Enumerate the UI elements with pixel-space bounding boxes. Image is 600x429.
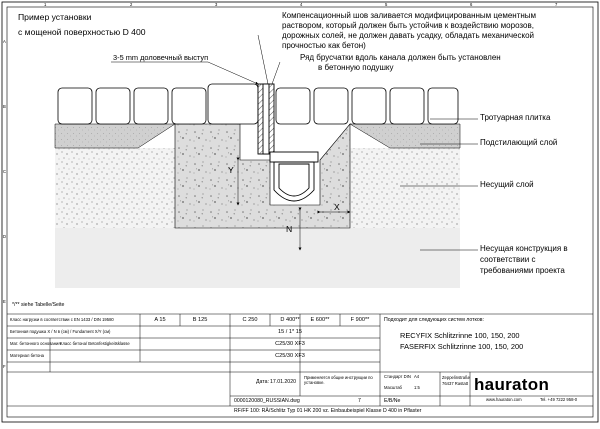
row-e: E — [3, 299, 6, 304]
base-layer-left — [55, 148, 175, 228]
brand-logo: hauraton — [474, 375, 550, 394]
file-name: 0000120080_RUSSIAN.dwg — [234, 398, 300, 404]
subgrade-label-line3: требованиями проекта — [480, 266, 565, 275]
col-6: 6 — [470, 2, 473, 7]
paving-label: Тротуарная плитка — [480, 113, 551, 122]
standard-value: A4 — [414, 374, 420, 379]
class-d400: D 400** — [280, 317, 300, 323]
address-line2: 76437 Rastatt — [442, 381, 469, 386]
col-2: 2 — [130, 2, 133, 7]
col-1: 1 — [44, 2, 47, 7]
subgrade-label-line2: соответствии с — [480, 255, 536, 264]
suitable-label: Подходит для следующих систем лотков: — [384, 317, 484, 323]
drawing-title-line1: Пример установки — [18, 12, 92, 22]
address-line1: Zeppelinstraße — [442, 375, 470, 380]
col-3: 3 — [215, 2, 218, 7]
scale-label: Масштаб — [384, 385, 402, 390]
drawing-code: RF/FF 100: RÄ/Schlitz Typ 01 HK 200 vz. Einbaubeispiel Klasse D 400 in Pflaster — [234, 408, 422, 414]
joint-note-line4: прочностью как бетон) — [282, 41, 366, 50]
date-value: 17.01.2020 — [270, 379, 296, 385]
footnote: */** siehe Tabelle/Seite — [12, 302, 65, 308]
subgrade-label-line1: Несущая конструкция в — [480, 244, 568, 253]
row2-value: 15 / 1* 15 — [278, 329, 302, 335]
bedding-label: Подстилающий слой — [480, 138, 558, 147]
product-1: RECYFIX Schlitzrinne 100, 150, 200 — [400, 331, 520, 340]
joint-note-line2: раствором, который должен быть устойчив к воздействию морозов, — [282, 21, 534, 30]
date-label: Дата: — [256, 379, 269, 385]
scale-value: 1:5 — [414, 385, 420, 390]
class-b125: B 125 — [192, 317, 208, 323]
product-2: FASERFIX Schlitzrinne 100, 150, 200 — [400, 342, 524, 351]
channel-note-line1: Ряд брусчатки вдоль канала должен быть установлен — [300, 53, 501, 62]
row2-label: Бетонная подушка X / N в (см) / Fundament X/Y (см) — [10, 329, 111, 334]
channel-note-line2: в бетонную подушку — [318, 63, 394, 72]
row-f: F — [3, 364, 6, 369]
class-a15: A 15 — [154, 317, 166, 323]
installation-note: Применяется общие инструкции по установке. — [304, 375, 373, 385]
bedding-left — [55, 124, 175, 148]
dim-y-label: Y — [228, 165, 234, 175]
row-a: A — [3, 39, 6, 44]
row4-value: C25/30 XF3 — [275, 353, 305, 359]
subgrade-layer — [55, 228, 460, 288]
material-label: Класс бетона/ Betonfestigkeitsklasse — [60, 341, 130, 346]
row3-value: C25/30 XF3 — [275, 341, 305, 347]
dim-x-label: X — [334, 202, 340, 212]
drawing-title-line2: с мощеной поверхностью D 400 — [18, 27, 146, 37]
joint-note-line1: Компенсационный шов заливается модифицированным цементным — [282, 11, 537, 20]
class-c250: C 250 — [242, 317, 258, 323]
lip-label: 3-5 mm доловечный выступ — [113, 53, 209, 62]
format-code: E/B/Ne — [384, 398, 401, 404]
contact-line2: www.hauraton.com — [486, 397, 522, 402]
dim-n-label: N — [286, 224, 293, 234]
bedding-right — [350, 124, 460, 148]
col-4: 4 — [300, 2, 303, 7]
col-7: 7 — [555, 2, 558, 7]
row-c: C — [3, 169, 7, 174]
side-label-a: Мат. бетонного основания — [10, 341, 61, 346]
joint-note-line3: дорожных солей, не должен давать усадку, обладать механической — [282, 31, 534, 40]
load-class-label: Класс нагрузки в соответствии с EN 1433 / DIN 19580 — [10, 317, 114, 322]
standard-label: Стандарт DIN — [384, 374, 411, 379]
row-b: B — [3, 104, 6, 109]
contact-line1: Tel. +49 7222 958-0 — [540, 397, 578, 402]
row-d: D — [3, 234, 7, 239]
side-label-b: Материал бетона — [10, 353, 44, 358]
page-number: 7 — [358, 398, 361, 404]
base-layer-right — [350, 148, 460, 228]
class-f900: F 900** — [350, 317, 370, 323]
class-e600: E 600** — [310, 317, 330, 323]
col-5: 5 — [385, 2, 388, 7]
base-label: Несущий слой — [480, 180, 534, 189]
